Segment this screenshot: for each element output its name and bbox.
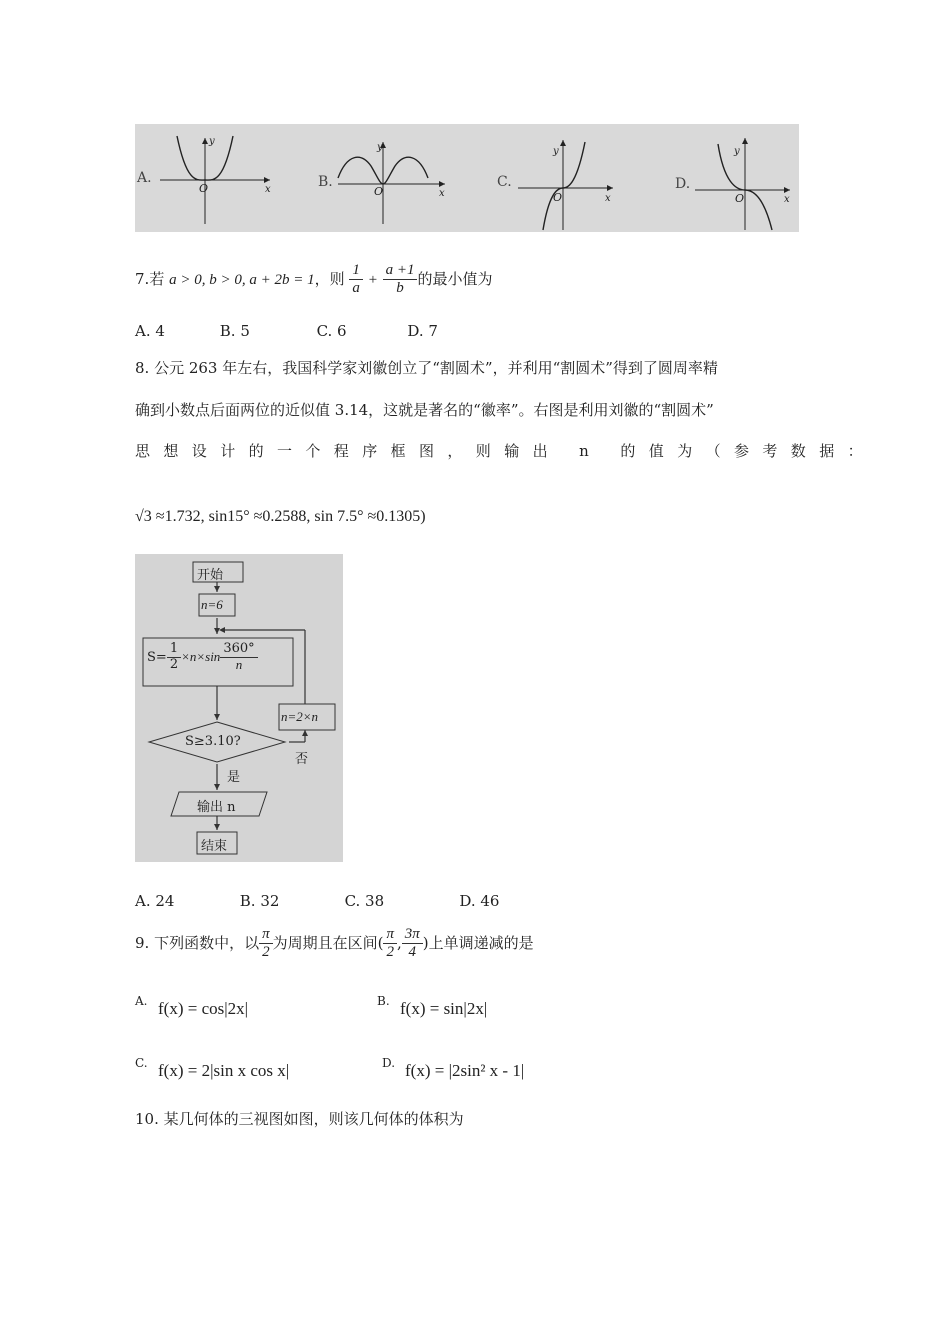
q8-line-1: 8. 公元 263 年左右，我国科学家刘徽创立了“割圆术”，并利用“割圆术”得到了圆周率精 [135,359,718,377]
svg-text:x: x [784,194,790,205]
graph-b-label: B. [318,174,333,190]
q8-line-3: 思想设计的一个程序框图，则输出 n 的值为（参考数据： [135,442,876,460]
q9-option-b: f(x) = sin|2x| [400,999,488,1018]
flow-condition: S≥3.10? [185,734,241,749]
flowchart-arrows [135,554,343,862]
graph-c-label: C. [497,174,512,190]
svg-text:O: O [374,185,384,198]
q8-choice-c: C. 38 [344,892,385,910]
q7-choice-d: D. 7 [407,322,438,340]
svg-text:x: x [605,193,611,204]
graph-b [333,124,458,232]
q8-choices [135,892,499,910]
q9-period: $\frac{\pi}{2}$ [259,926,273,962]
q8-flowchart [135,554,343,862]
q8-choice-d: D. 46 [459,892,500,910]
q7-stem: 7.若 a > 0, b > 0, a + 2b = 1，则 $\frac{1}{a}$ + $\frac{a +1}{b}$ 的最小值为 [135,262,493,297]
flow-start: 开始 [197,568,224,583]
q9-stem: 9. 下列函数中，以 $\frac{\pi}{2}$ 为周期且在区间( $\frac{\pi}{2}$ , $\frac{3\pi}{4}$ )上单调递减的是 [135,926,534,961]
q6-graph-options [135,124,799,232]
q9-option-a-label: A. [135,994,148,1008]
flow-output: 输出 n [197,800,236,815]
svg-text:O: O [735,192,745,205]
q9-option-c-label: C. [135,1056,148,1070]
q9-option-b-label: B. [377,994,390,1008]
flow-update: n=2×n [281,709,319,724]
q7-frac-2: $\frac{a +1}{b}$ [383,262,418,298]
q7-choice-b: B. 5 [219,322,250,340]
q7-frac-1: $\frac{1}{a}$ [349,262,363,298]
graph-d-label: D. [675,176,691,192]
svg-text:O: O [553,191,563,204]
q9-option-d: f(x) = |2sin² x - 1| [405,1061,525,1080]
flow-formula: S= $\frac{1}{2}$ ×n×sin $\frac{360^\circ}{n}$ [147,642,258,673]
q8-choice-a: A. 24 [135,892,175,910]
q7-choice-c: C. 6 [316,322,347,340]
svg-text:y: y [377,142,383,153]
graph-d [690,124,795,232]
flow-no: 否 [295,752,309,767]
svg-text:y: y [209,136,215,147]
q10-stem: 10. 某几何体的三视图如图，则该几何体的体积为 [135,1110,464,1128]
svg-text:y: y [553,146,559,157]
flow-yes: 是 [227,770,241,785]
svg-text:y: y [734,146,740,157]
q9-option-a: f(x) = cos|2x| [158,999,249,1018]
q9-option-d-label: D. [382,1056,396,1070]
graph-a-label: A. [137,170,152,186]
svg-text:x: x [265,184,271,195]
flow-init: n=6 [201,597,223,612]
q8-reference-data: √3 ≈1.732, sin15° ≈0.2588, sin 7.5° ≈0.1305) [135,508,426,525]
flow-end: 结束 [201,839,228,854]
q8-choice-b: B. 32 [239,892,280,910]
q9-option-c: f(x) = 2|sin x cos x| [158,1061,290,1080]
q8-line-2: 确到小数点后面两位的近似值 3.14，这就是著名的“徽率”。右图是利用刘徽的“割圆术” [135,401,714,419]
q7-choices [135,322,438,340]
graph-a [155,124,275,232]
q7-condition: a > 0, b > 0, a + 2b = 1 [169,271,315,288]
q7-choice-a: A. 4 [135,322,165,340]
graph-c [513,124,623,232]
svg-text:x: x [439,188,445,199]
graph-a-origin: O [199,182,209,195]
